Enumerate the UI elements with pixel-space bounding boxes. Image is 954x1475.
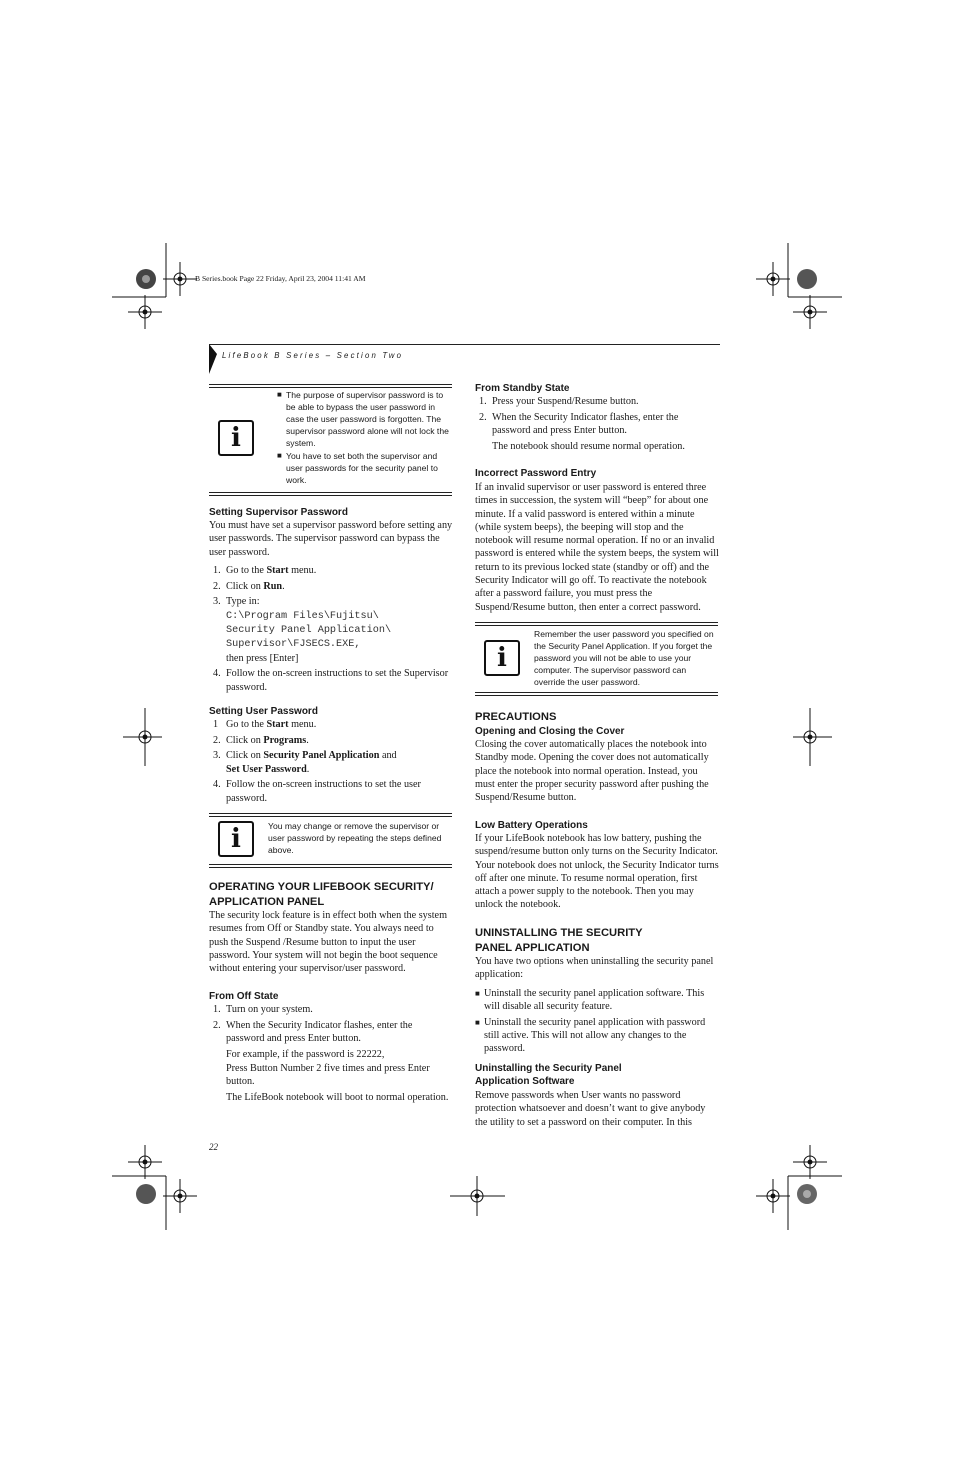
supervisor-steps: [209, 564, 453, 696]
note-rule-bottom-2: [209, 495, 452, 496]
step-2: 2. Click on Run.: [213, 580, 285, 592]
opening-closing-heading: Opening and Closing the Cover: [475, 726, 625, 737]
low-battery-body: If your LifeBook notebook has low battery, pushing the suspend/resume button only turns on the Security Indicator. Your notebook does not unlock, the Security Indicator turns off after one minute. To resume normal operation, first attach a power supply to the notebook. Then you may unlock the notebook.: [475, 833, 719, 911]
step-4: 4. Follow the on-screen instructions to set the Supervisor password.: [213, 668, 449, 693]
change-password-note: You may change or remove the supervisor or user password by repeating the steps defined above.: [268, 821, 442, 855]
info-icon: i: [484, 640, 520, 676]
step-4: 4. Follow the on-screen instructions to set the user password.: [213, 779, 421, 804]
operating-security-heading: OPERATING YOUR LIFEBOOK SECURITY/ APPLICATION PANEL: [209, 881, 434, 908]
step-2: 2. When the Security Indicator flashes, enter the password and press Enter button. The notebook should resume normal operation.: [479, 411, 685, 453]
uninstalling-heading: UNINSTALLING THE SECURITY PANEL APPLICATION: [475, 927, 643, 954]
remember-password-note: Remember the user password you specified on the Security Panel Application. If you forget the password you will not be able to use your computer. The supervisor password can override the user password.: [534, 629, 714, 687]
note-bullet: ■ You have to set both the supervisor and user passwords for the security panel to work.: [277, 451, 438, 485]
path-line-3: Supervisor\FJSECS.EXE,: [226, 639, 361, 651]
step-3: 3. Click on Security Panel Application and Set User Password.: [213, 750, 397, 775]
note-rule-top: [209, 384, 452, 385]
step-1: 1 Go to the Start menu.: [213, 719, 317, 730]
operating-security-body: The security lock feature is in effect both when the system resumes from Off or Standby state. You always need to push the Suspend /Resume button to input the user password. Your system will not begin the boot sequence without entering your supervisor/user password.: [209, 910, 448, 975]
uninstall-option: ■ Uninstall the security panel application with password still active. This will not allow any changes to the password.: [475, 1016, 706, 1055]
step-1: 1. Turn on your system.: [213, 1004, 313, 1015]
from-standby-heading: From Standby State: [475, 383, 570, 394]
note-rule-bottom: [209, 864, 452, 865]
note-rule-bottom-2: [475, 695, 718, 696]
uninstall-software-body: Remove passwords when User wants no password protection whatsoever and doesn’t want to give anybody the utility to set a password on their computer. In this: [475, 1090, 706, 1128]
from-off-heading: From Off State: [209, 991, 279, 1002]
note-rule-top-2: [475, 625, 718, 626]
opening-closing-body: Closing the cover automatically places the notebook into Standby mode. Opening the cover does not automatically place the notebook into normal operation. Instead, you must enter the proper security password after pushing the Suspend/Resume button.: [475, 739, 709, 804]
step-1: 1. Press your Suspend/Resume button.: [479, 396, 639, 407]
info-icon: i: [218, 821, 254, 857]
header-corner-mark: [207, 344, 221, 376]
step-2: 2. Click on Programs.: [213, 734, 309, 746]
setting-user-heading: Setting User Password: [209, 706, 318, 717]
note-rule-bottom-2: [209, 867, 452, 868]
from-standby-steps: [475, 395, 719, 456]
note-rule-top: [475, 622, 718, 623]
path-line-1: C:\Program Files\Fujitsu\: [226, 610, 379, 622]
step-2: 2. When the Security Indicator flashes, enter the password and press Enter button. For example, if the password is 22222, Press Button Number 2 five times and press Enter button. The LifeBook notebook will boot to normal operation.: [213, 1019, 449, 1104]
user-steps: [209, 718, 453, 807]
incorrect-password-body: If an invalid supervisor or user password is entered three times in succession, the system will “beep” for about one minute. If a valid password is entered within a minute (while system beeps), the beeping will stop and the notebook will resume normal operation. If no or an invalid password is entered while the system beeps, the system will return to its previous locked state (standby or off) and the Security Indicator will go off. To reactivate the notebook after a password failure, you must press the Suspend/Resume button, then enter a correct password.: [475, 482, 719, 613]
book-meta-line: B Series.book Page 22 Friday, April 23, 2004 11:41 AM: [195, 274, 366, 283]
note-rule-bottom: [475, 692, 718, 693]
note-rule-top-2: [209, 816, 452, 817]
note-rule-top: [209, 813, 452, 814]
uninstall-software-heading: Uninstalling the Security Panel Application Software: [475, 1063, 622, 1087]
setting-supervisor-intro: You must have set a supervisor password before setting any user passwords. The supervisor password can bypass the user password.: [209, 520, 453, 558]
path-line-2: Security Panel Application\: [226, 624, 392, 636]
note-rule-top-2: [209, 387, 452, 388]
supervisor-note: [277, 389, 449, 487]
running-header: LifeBook B Series – Section Two: [222, 351, 404, 360]
uninstall-option: ■ Uninstall the security panel application software. This will disable all security feature.: [475, 988, 705, 1013]
note-bullet: ■ The purpose of supervisor password is to be able to bypass the user password in case the user password is forgotten. The supervisor password alone will not lock the system.: [277, 390, 449, 448]
setting-supervisor-heading: Setting Supervisor Password: [209, 507, 348, 518]
step-1: 1. Go to the Start menu.: [213, 565, 317, 576]
low-battery-heading: Low Battery Operations: [475, 820, 588, 831]
header-rule: [209, 344, 720, 345]
uninstalling-intro: You have two options when uninstalling the security panel application:: [475, 956, 714, 981]
precautions-heading: PRECAUTIONS: [475, 711, 557, 723]
step-3: 3. Type in: C:\Program Files\Fujitsu\ Security Panel Application\ Supervisor\FJSECS.EXE, then press [Enter]: [213, 596, 392, 664]
uninstall-options: [475, 987, 719, 1056]
note-rule-bottom: [209, 492, 452, 493]
from-off-steps: [209, 1003, 453, 1107]
info-icon: i: [218, 420, 254, 456]
page-number: 22: [209, 1142, 218, 1152]
incorrect-password-heading: Incorrect Password Entry: [475, 468, 597, 479]
